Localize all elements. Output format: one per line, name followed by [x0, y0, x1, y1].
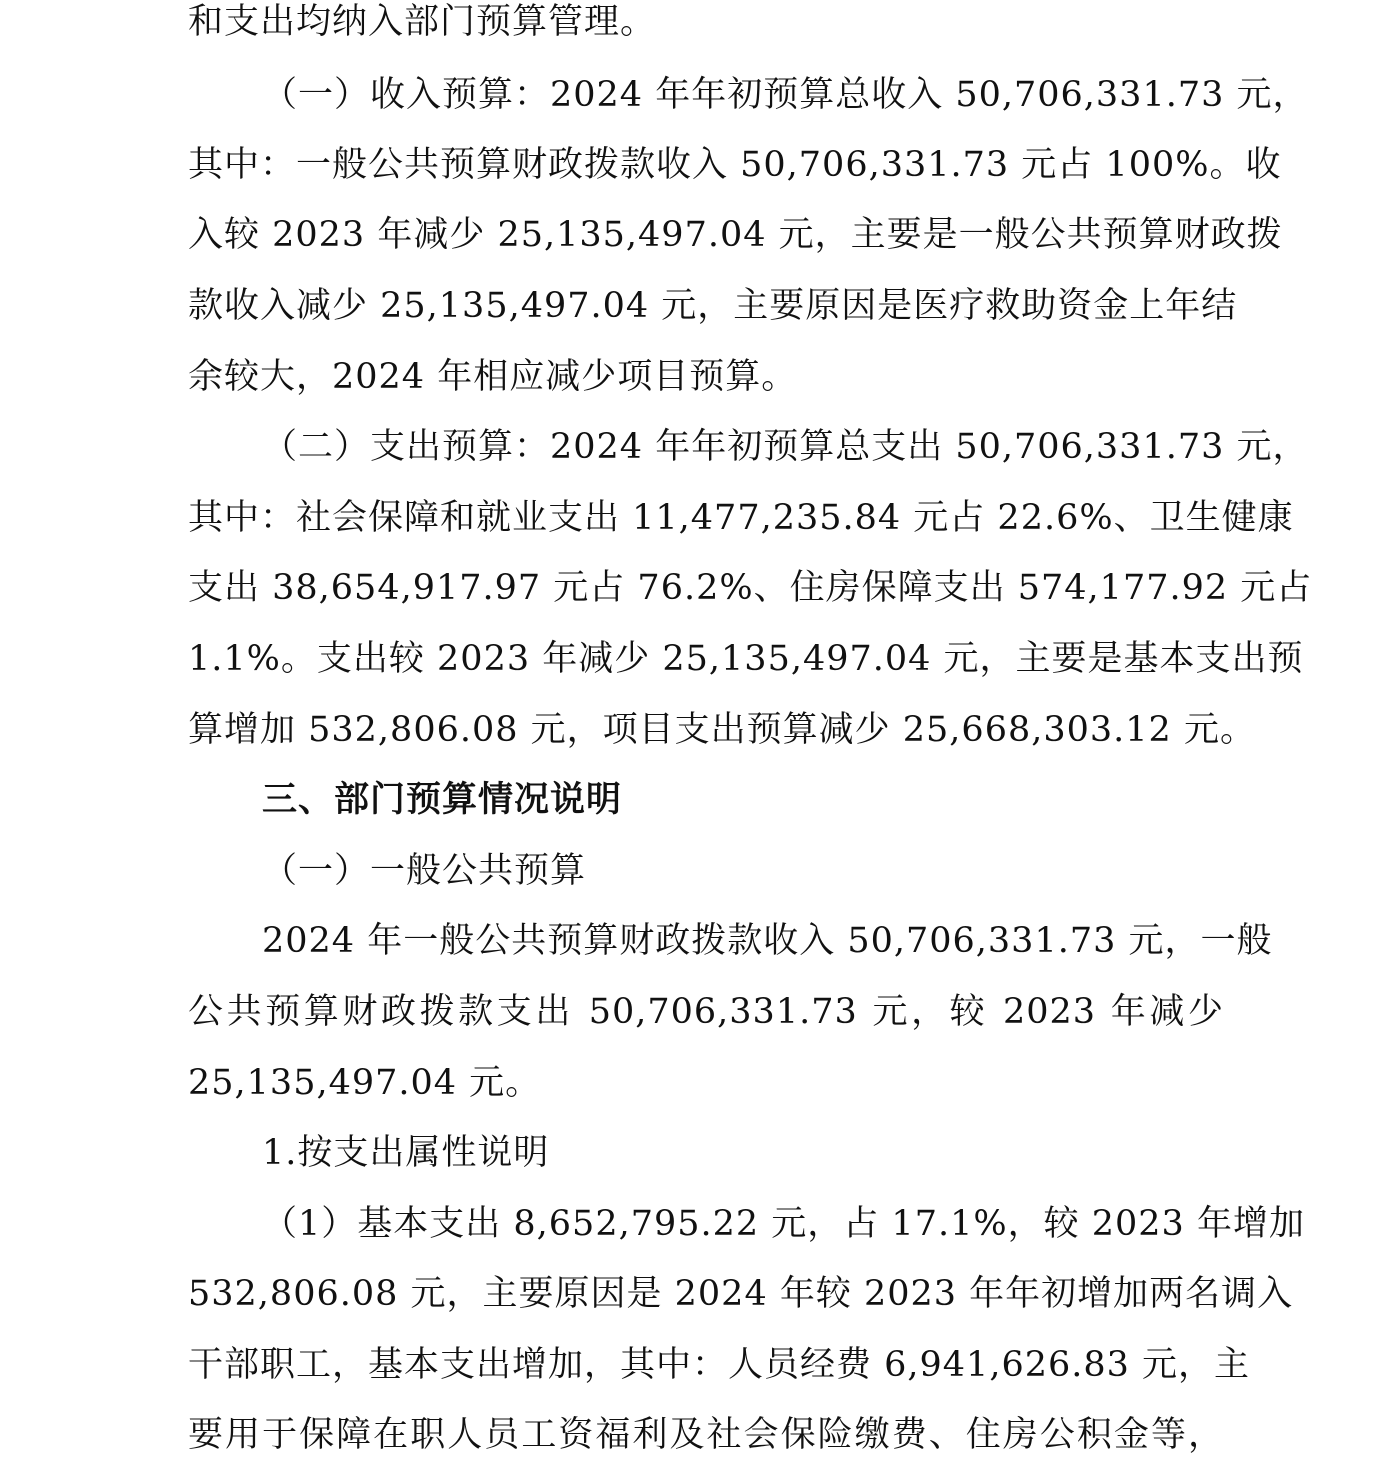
paragraph-line: （一）收入预算：2024 年年初预算总收入 50,706,331.73 元，	[262, 75, 1309, 115]
paragraph-line: 532,806.08 元，主要原因是 2024 年较 2023 年年初增加两名调入	[188, 1274, 1294, 1314]
paragraph-line: 2024 年一般公共预算财政拨款收入 50,706,331.73 元，一般	[262, 921, 1273, 961]
paragraph-line: 其中：社会保障和就业支出 11,477,235.84 元占 22.6%、卫生健康	[188, 498, 1294, 538]
paragraph-line: 25,135,497.04 元。	[188, 1063, 542, 1103]
paragraph-line: 其中：一般公共预算财政拨款收入 50,706,331.73 元占 100%。收	[188, 145, 1282, 185]
subsection-heading: 1.按支出属性说明	[262, 1133, 550, 1173]
paragraph-line: 支出 38,654,917.97 元占 76.2%、住房保障支出 574,177.92 元占	[188, 568, 1313, 608]
subsection-heading: （一）一般公共预算	[262, 851, 587, 891]
paragraph-line: 和支出均纳入部门预算管理。	[188, 2, 657, 42]
paragraph-line: 干部职工，基本支出增加，其中：人员经费 6,941,626.83 元，主	[188, 1345, 1251, 1385]
paragraph-line: 余较大，2024 年相应减少项目预算。	[188, 357, 798, 397]
paragraph-line: 款收入减少 25,135,497.04 元，主要原因是医疗救助资金上年结	[188, 286, 1238, 326]
paragraph-line: （1）基本支出 8,652,795.22 元，占 17.1%，较 2023 年增加	[262, 1204, 1305, 1244]
paragraph-line: 算增加 532,806.08 元，项目支出预算减少 25,668,303.12 元。	[188, 710, 1256, 750]
section-heading: 三、部门预算情况说明	[262, 780, 623, 820]
paragraph-line: 1.1%。支出较 2023 年减少 25,135,497.04 元，主要是基本支出预	[188, 639, 1304, 679]
paragraph-line: 入较 2023 年减少 25,135,497.04 元，主要是一般公共预算财政拨	[188, 215, 1283, 255]
paragraph-line: 公共预算财政拨款支出 50,706,331.73 元，较 2023 年减少	[188, 992, 1224, 1032]
paragraph-line: 要用于保障在职人员工资福利及社会保险缴费、住房公积金等，	[188, 1415, 1224, 1455]
paragraph-line: （二）支出预算：2024 年年初预算总支出 50,706,331.73 元，	[262, 427, 1309, 467]
